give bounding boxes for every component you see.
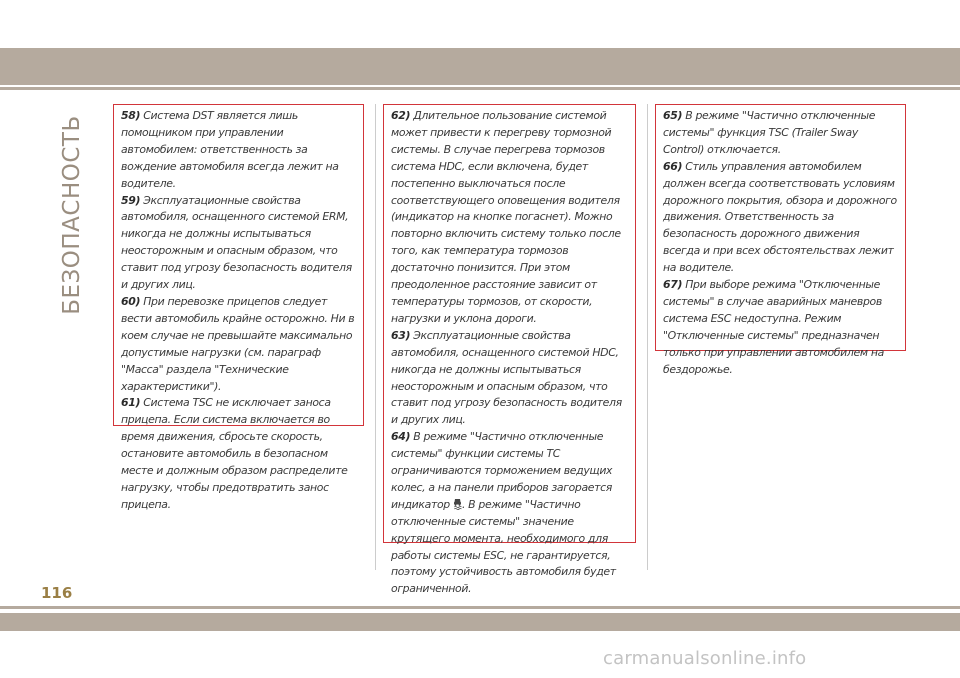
- note-text-continued: . В режиме "Частично отключенные системы" значение крутящего момента, необходимого для работы системы ESC, не гарантируется, поэтому устойчивость автомобиля будет ограниченной.: [391, 497, 616, 596]
- note-58: [121, 108, 357, 193]
- note-text: Стиль управления автомобилем должен всегда соответствовать условиям дорожного покрытия, обзора и дорожного движения. Ответственность за безопасность дорожного движения всегда и при всех обстоятельствах лежит на водителе.: [663, 159, 897, 275]
- note-number: 63): [391, 328, 411, 342]
- note-number: 58): [121, 109, 141, 122]
- page-number: 116: [41, 584, 73, 602]
- notes-box-right: [655, 104, 906, 376]
- note-text: Система DST является лишь помощником при управлении автомобилем: ответственность за вождение автомобиля всегда лежит на водителе.: [121, 109, 339, 190]
- note-number: 64): [391, 430, 411, 444]
- note-number: 65): [663, 109, 683, 122]
- note-66: [663, 159, 899, 277]
- note-60: [121, 294, 357, 395]
- note-text: При выборе режима "Отключенные системы" в случае аварийных маневров система ESC недоступна. Режим "Отключенные системы" предназначен только при управлении автомобилем на бездорожье.: [663, 278, 884, 376]
- note-number: 59): [121, 193, 141, 207]
- notes-box-middle: [383, 104, 636, 596]
- section-title-vertical: [52, 100, 92, 330]
- note-67: [663, 277, 899, 378]
- note-number: 67): [663, 278, 683, 292]
- note-63: [391, 328, 629, 429]
- column-divider: [375, 104, 376, 570]
- note-text: В режиме "Частично отключенные системы" функция TSC (Trailer Sway Control) отключается.: [663, 109, 876, 156]
- note-59: [121, 193, 357, 294]
- note-61: [121, 395, 357, 513]
- note-text: Эксплуатационные свойства автомобиля, оснащенного системой ERM, никогда не должны испытываться неосторожным и опасным образом, что ставит под угрозу безопасность водителя и других лиц.: [121, 193, 352, 292]
- footer-rule: [0, 606, 960, 609]
- note-number: 62): [391, 109, 411, 122]
- note-text: В режиме "Частично отключенные системы" функции системы TC ограничиваются торможением ведущих колес, а на панели приборов загорается индикатор: [391, 430, 613, 511]
- notes-box-left: [113, 104, 364, 511]
- note-text: При перевозке прицепов следует вести автомобиль крайне осторожно. Ни в коем случае не превышайте максимально допустимые нагрузки (см. параграф "Масса" раздела "Технические характеристики").: [121, 294, 355, 393]
- footer-band: [0, 613, 960, 631]
- esc-off-warning-icon: [453, 498, 462, 510]
- note-64: [391, 429, 629, 598]
- note-65: [663, 108, 899, 159]
- column-divider: [647, 104, 648, 570]
- section-title: БЕЗОПАСНОСТЬ: [59, 115, 86, 315]
- note-number: 61): [121, 396, 141, 410]
- note-text: Длительное пользование системой может привести к перегреву тормозной системы. В случае перегрева тормозов система HDC, если включена, будет постепенно выключаться после соответствующего оповещения водителя (индикатор на кнопке погаснет). Можно повторно включить систему только после того, как температура тормозов достаточно понизится. При этом преодоленное расстояние зависит от температуры тормозов, от скорости, нагрузки и уклона дороги.: [391, 109, 621, 325]
- header-band: [0, 48, 960, 85]
- note-number: 60): [121, 294, 141, 308]
- note-text: Эксплуатационные свойства автомобиля, оснащенного системой HDC, никогда не должны испытываться неосторожным и опасным образом, что ставит под угрозу безопасность водителя и других лиц.: [391, 328, 622, 427]
- note-62: [391, 108, 629, 328]
- watermark: carmanualsonline.info: [603, 648, 807, 669]
- note-number: 66): [663, 159, 683, 173]
- note-text: Система TSC не исключает заноса прицепа. Если система включается во время движения, сбросьте скорость, остановите автомобиль в безопасном месте и должным образом распределите нагрузку, чтобы предотвратить занос прицепа.: [121, 396, 348, 511]
- header-rule: [0, 87, 960, 90]
